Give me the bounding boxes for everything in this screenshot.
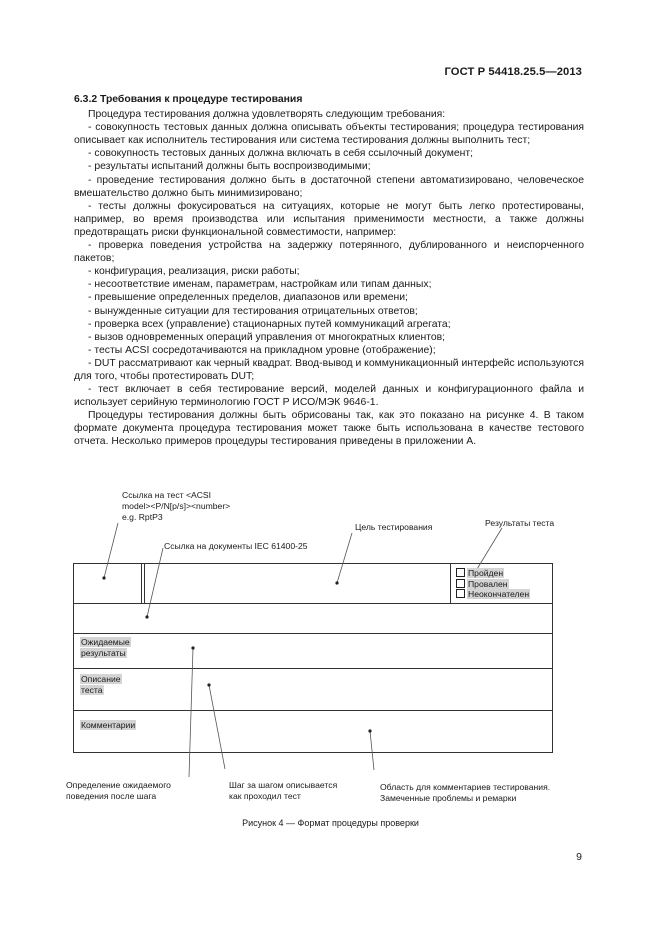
pointer-lines [104,523,502,777]
checkbox-row [456,589,530,600]
checkbox-label: Пройден [468,568,504,578]
label-line: model><P/N[p/s]><number> [122,501,231,511]
pointer-line [337,533,352,583]
pointer-dot [102,576,105,579]
result-checkboxes [456,568,530,600]
checkbox-label: Неокончателен [468,589,530,599]
checkbox-icon [456,579,465,588]
test-reference-label [122,490,230,523]
section-heading: 6.3.2 Требования к процедуре тестирования [74,94,303,105]
test-goal-label: Цель тестирования [355,522,433,532]
checkbox-row [456,568,530,579]
pointer-line [189,648,193,777]
checkbox-label: Провален [468,578,508,589]
paragraph: Процедуры тестирования должны быть обрисованы так, как это показано на рисунке 4. В таком формате документа процедура тестирования может также быть использована в качестве тестового отчета. Несколько примеров процедуры тестирования приведены в приложении А. [74,410,584,448]
note-line: Шаг за шагом описывается [229,780,338,790]
test-description-line: Описание [81,674,121,684]
note-line: Замеченные проблемы и ремарки [380,793,517,803]
pointer-dots [102,572,475,732]
comments-area-note [380,782,550,804]
pointer-dot [207,683,210,686]
paragraph: - вызов одновременных операций управления от многократных клиентов; [88,331,446,343]
pointer-line [370,731,374,770]
paragraph: - тест включает в себя тестирование версий, моделей данных и конфигурационного файла и использует серийную терминологию ГОСТ Р ИСО/МЭК 9646-1. [74,384,584,409]
paragraph: - несоответствие именам, параметрам, настройкам или типам данных; [88,279,432,291]
checkbox-icon [456,589,465,598]
pointer-dot [145,615,148,618]
paragraph: - проверка всех (управление) стационарных путей коммуникаций агрегата; [88,318,451,330]
paragraph: - результаты испытаний должны быть воспроизводимыми; [88,161,371,173]
note-line: Определение ожидаемого [66,780,171,790]
note-line: поведения после шага [66,791,157,801]
paragraph: - тесты должны фокусироваться на ситуациях, которые не могут быть легко протестированы, например, во время производства или испытания применимости местности, а также должны предотвращать риски функциональной совместимости, например: [74,200,584,238]
note-line: как проходил тест [229,791,301,801]
checkbox-icon [456,568,465,577]
paragraph: - проведение тестирования должно быть в достаточной степени автоматизировано, человеческое вмешательство должно быть минимизировано; [74,174,584,199]
paragraph: Процедура тестирования должна удовлетворять следующим требования: [88,109,446,121]
expected-behavior-note [66,780,171,802]
pointer-dot [335,581,338,584]
paragraph: - вынужденные ситуации для тестирования отрицательных ответов; [88,305,418,317]
paragraph: - конфигурация, реализация, риски работы; [88,266,300,278]
figure-caption: Рисунок 4 — Формат процедуры проверки [242,818,419,828]
paragraph: - превышение определенных пределов, диапазонов или времени; [88,292,408,304]
paragraph: - проверка поведения устройства на задержку потерянного, дублированного и неиспорченного пакетов; [74,240,584,265]
comments-cell [80,720,136,731]
paragraph: - тесты ACSI сосредотачиваются на прикладном уровне (отображение); [88,344,436,356]
test-results-label: Результаты теста [485,518,555,528]
expected-results-line: результаты [81,648,126,658]
test-description-cell [80,674,122,696]
paragraph: - DUT рассматривают как черный квадрат. Ввод-вывод и коммуникационный интерфейс используются для того, чтобы протестировать DUT; [74,357,584,382]
expected-results-cell [80,637,131,659]
page-number: 9 [576,851,582,863]
document-reference-label: Ссылка на документы IEC 61400-25 [164,541,308,551]
checkbox-row [456,579,530,590]
test-description-line: теста [81,685,103,695]
expected-results-line: Ожидаемые [81,637,130,647]
paragraph: - совокупность тестовых данных должна описывать объекты тестирования; процедура тестирования описывает как исполнитель тестирования или система тестирования должны выполнить тест; [74,122,584,147]
step-description-note [229,780,337,802]
pointer-line [147,548,163,617]
comments-label: Комментарии [81,720,136,730]
label-line: e.g. RptP3 [122,512,163,522]
pointer-line [209,685,225,769]
pointer-line [104,523,118,578]
label-line: Ссылка на тест <ACSI [122,490,212,500]
pointer-dot [368,729,371,732]
note-line: Область для комментариев тестирования. [380,782,551,792]
document-code: ГОСТ Р 54418.25.5—2013 [444,66,582,78]
pointer-dot [191,646,194,649]
paragraph: - совокупность тестовых данных должна включать в себя ссылочный документ; [88,148,474,160]
